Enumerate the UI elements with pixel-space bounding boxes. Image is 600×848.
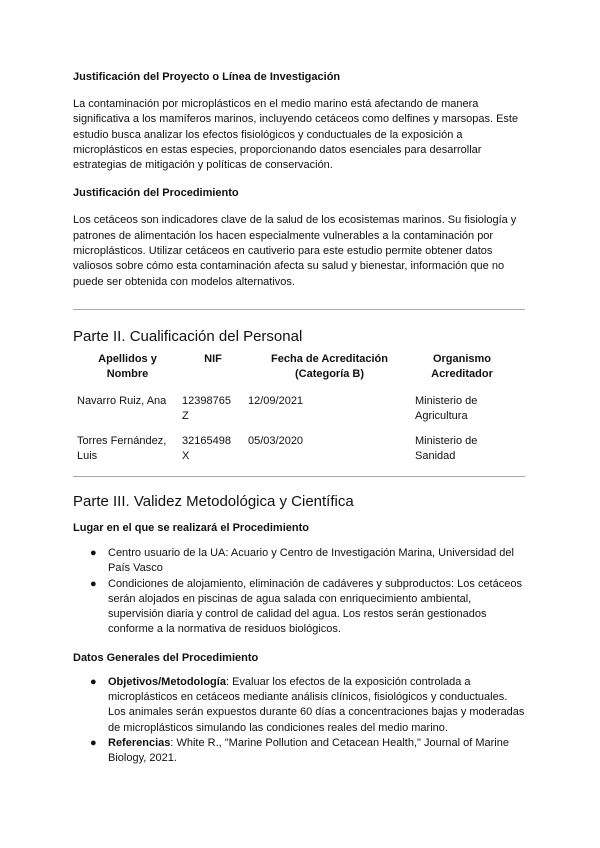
list-item: ● Referencias: White R., "Marine Pollution and Cetacean Health," Journal of Marine Biology, 2021.	[90, 736, 509, 765]
justificacion-proyecto-title: Justificación del Proyecto o Línea de Investigación	[73, 71, 341, 83]
table-row	[73, 425, 513, 465]
list-item: ● Objetivos/Metodología: Evaluar los efectos de la exposición controlada a microplásticos en cetáceos mediante análisis clínicos, fisiológicos y conductuales. Los animales serán expuestos durante 60 días a concentraciones bajas y moderadas de microplásticos simulando las condiciones reales del medio marino.	[90, 675, 525, 734]
cell-nif: 12398765 Z	[182, 394, 231, 423]
section-divider	[73, 476, 525, 477]
header-fecha: Fecha de Acreditación (Categoría B)	[271, 352, 388, 380]
datos-list	[73, 675, 525, 767]
referencias-label: Referencias	[108, 736, 171, 749]
justificacion-procedimiento-text: Los cetáceos son indicadores clave de la salud de los ecosistemas marinos. Su fisiología y patrones de alimentación los hacen especialmente vulnerables a la contaminación por microplásticos. Utilizar cetáceos en cautiverio para este estudio permite obtener datos valiosos sobre cómo esta contaminación afecta su salud y bienestar, información que no puede ser obtenida con modelos alternativos.	[73, 214, 517, 288]
header-organismo: Organismo Acreditador	[431, 352, 493, 380]
document-page	[73, 70, 525, 767]
objetivos-label: Objetivos/Metodología	[108, 675, 226, 688]
parte2-title: Parte II. Cualificación del Personal	[73, 327, 303, 345]
lugar-list	[73, 546, 525, 638]
list-item: ● Centro usuario de la UA: Acuario y Centro de Investigación Marina, Universidad del País Vasco	[90, 546, 514, 575]
lugar-title: Lugar en el que se realizará el Procedimiento	[73, 521, 309, 534]
justificacion-proyecto-text: La contaminación por microplásticos en el medio marino está afectando de manera significativa a los mamíferos marinos, incluyendo cetáceos como delfines y marsopas. Este estudio busca analizar los efectos fisiológicos y conductuales de la exposición a microplásticos en estas especies, proporcionando datos esenciales para desarrollar estrategias de mitigación y políticas de conservación.	[73, 98, 519, 172]
personal-table	[73, 352, 513, 465]
objetivos-text: : Evaluar los efectos de la exposición controlada a microplásticos en cetáceos mediante análisis clínicos, fisiológicos y conductuales. Los animales serán expuestos durante 60 días a concentraciones bajas y moderadas de microplásticos simulando las condiciones reales del medio marino.	[108, 675, 525, 734]
datos-title: Datos Generales del Procedimiento	[73, 651, 259, 664]
list-item: ● Condiciones de alojamiento, eliminación de cadáveres y subproductos: Los cetáceos serán alojados en piscinas de agua salada con enriquecimiento ambiental, supervisión diaria y control de calidad del agua. Los restos serán gestionados conforme a la normativa de residuos biológicos.	[90, 577, 522, 636]
cell-organismo: Ministerio de Agricultura	[415, 394, 478, 423]
cell-nif: 32165498 X	[182, 434, 231, 463]
lugar-item-text: Centro usuario de la UA: Acuario y Centro de Investigación Marina, Universidad del País Vasco	[108, 546, 514, 575]
section-divider	[73, 309, 525, 310]
table-row	[73, 382, 513, 425]
cell-nombre: Navarro Ruiz, Ana	[77, 394, 167, 407]
cell-nombre: Torres Fernández, Luis	[77, 434, 167, 463]
justificacion-procedimiento-title: Justificación del Procedimiento	[73, 187, 239, 200]
header-nif: NIF	[204, 352, 222, 365]
table-header-row	[73, 352, 513, 382]
header-nombre: Apellidos y Nombre	[98, 352, 157, 380]
cell-fecha: 12/09/2021	[248, 394, 304, 407]
cell-fecha: 05/03/2020	[248, 434, 304, 447]
cell-organismo: Ministerio de Sanidad	[415, 434, 478, 463]
lugar-item-text: Condiciones de alojamiento, eliminación de cadáveres y subproductos: Los cetáceos serán alojados en piscinas de agua salada con enriquecimiento ambiental, supervisión diaria y control de calidad del agua. Los restos serán gestionados conforme a la normativa de residuos biológicos.	[108, 577, 522, 636]
referencias-text: : White R., "Marine Pollution and Cetacean Health," Journal of Marine Biology, 2021.	[108, 736, 509, 765]
parte3-title: Parte III. Validez Metodológica y Científica	[73, 492, 354, 510]
